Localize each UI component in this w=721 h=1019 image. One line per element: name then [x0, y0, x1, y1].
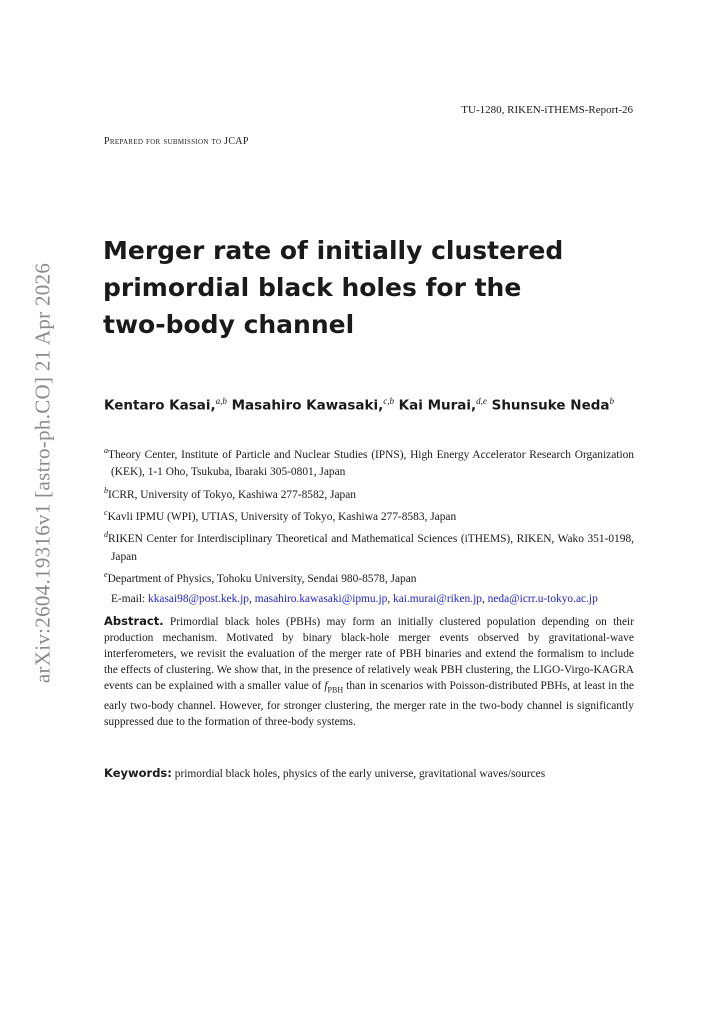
- abstract-text: Primordial black holes (PBHs) may form an initially clustered population depending on their production mechanism. Motivated by binary black-hole merger events observed by gravitational-wave interferometers, we revisit the evaluation of the merger rate of PBH binaries and extend the formalism to include the effects of clustering. We show that, in the presence of relatively weak PBH clustering, the LIGO-Virgo-KAGRA events can be explained with a smaller value of: [104, 616, 634, 692]
- author-name: Masahiro Kawasaki,: [231, 397, 384, 414]
- email-link[interactable]: kkasai98@post.kek.jp: [148, 593, 250, 606]
- keywords-text: primordial black holes, physics of the early universe, gravitational waves/sources: [174, 768, 546, 780]
- paper-title: [103, 232, 623, 343]
- affiliations: [104, 442, 634, 609]
- author-affiliation-mark: d,e: [476, 396, 487, 406]
- affiliation: [104, 566, 634, 588]
- affiliation: [104, 526, 634, 566]
- arxiv-sidebar-stamp: [30, 262, 56, 684]
- keywords: [104, 766, 644, 780]
- abstract-label: Abstract.: [104, 614, 164, 628]
- fpbh-f: f: [324, 680, 328, 692]
- email-link[interactable]: kai.murai@riken.jp: [393, 593, 482, 606]
- fpbh-subscript: PBH: [327, 685, 344, 695]
- arxiv-identifier: arXiv:2604.19316v1 [astro-ph.CO] 21 Apr 2026: [30, 262, 55, 684]
- title-line: two-body channel: [103, 310, 355, 339]
- title-line: primordial black holes for the: [103, 273, 522, 302]
- author-list: [104, 392, 634, 416]
- affiliation: [104, 482, 634, 504]
- email-label: E-mail:: [111, 593, 146, 606]
- affiliation-mark: c: [104, 508, 108, 518]
- author-name: Kentaro Kasai,: [104, 397, 216, 414]
- affiliation-text: RIKEN Center for Interdisciplinary Theoretical and Mathematical Sciences (iTHEMS), RIKEN, Wako 351-0198, Japan: [108, 533, 634, 563]
- email-link[interactable]: neda@icrr.u-tokyo.ac.jp: [487, 593, 598, 606]
- affiliation-mark: a: [104, 446, 108, 455]
- affiliation-mark: b: [104, 485, 108, 495]
- abstract-text: than in scenarios with Poisson-distributed PBHs, at least in the early two-body channel. However, for stronger clustering, the merger rate in the two-body channel is significantly suppressed due to the formation of three-body systems.: [104, 680, 634, 729]
- author-affiliation-mark: b: [609, 396, 614, 406]
- affiliation-text: Theory Center, Institute of Particle and Nuclear Studies (IPNS), High Energy Accelerator Research Organization (KEK), 1-1 Oho, Tsukuba, Ibaraki 305-0801, Japan: [108, 448, 634, 479]
- author-name: Shunsuke Neda: [491, 397, 610, 414]
- affiliation-mark: d: [104, 530, 108, 540]
- author-name: Kai Murai,: [398, 397, 477, 414]
- affiliation-mark: e: [104, 570, 108, 580]
- affiliation-text: ICRR, University of Tokyo, Kashiwa 277-8582, Japan: [108, 488, 356, 501]
- affiliation-text: Kavli IPMU (WPI), UTIAS, University of Tokyo, Kashiwa 277-8583, Japan: [107, 510, 457, 523]
- abstract: [104, 613, 634, 730]
- affiliation: [104, 442, 634, 482]
- author-affiliation-mark: c,b: [383, 396, 394, 406]
- keywords-label: Keywords:: [104, 766, 172, 780]
- submission-note: Prepared for submission to JCAP: [104, 136, 249, 147]
- fpbh-symbol: [324, 680, 344, 695]
- report-number: TU-1280, RIKEN-iTHEMS-Report-26: [461, 104, 633, 116]
- affiliation: [104, 504, 634, 526]
- email-block: E-mail: kkasai98@post.kek.jp, masahiro.kawasaki@ipmu.jp, kai.murai@riken.jp, neda@icrr.u-tokyo.ac.jp: [111, 593, 598, 606]
- author-affiliation-mark: a,b: [215, 396, 227, 406]
- email-link[interactable]: masahiro.kawasaki@ipmu.jp: [254, 593, 388, 606]
- title-line: Merger rate of initially clustered: [103, 236, 564, 265]
- affiliation-text: Department of Physics, Tohoku University, Sendai 980-8578, Japan: [107, 572, 417, 585]
